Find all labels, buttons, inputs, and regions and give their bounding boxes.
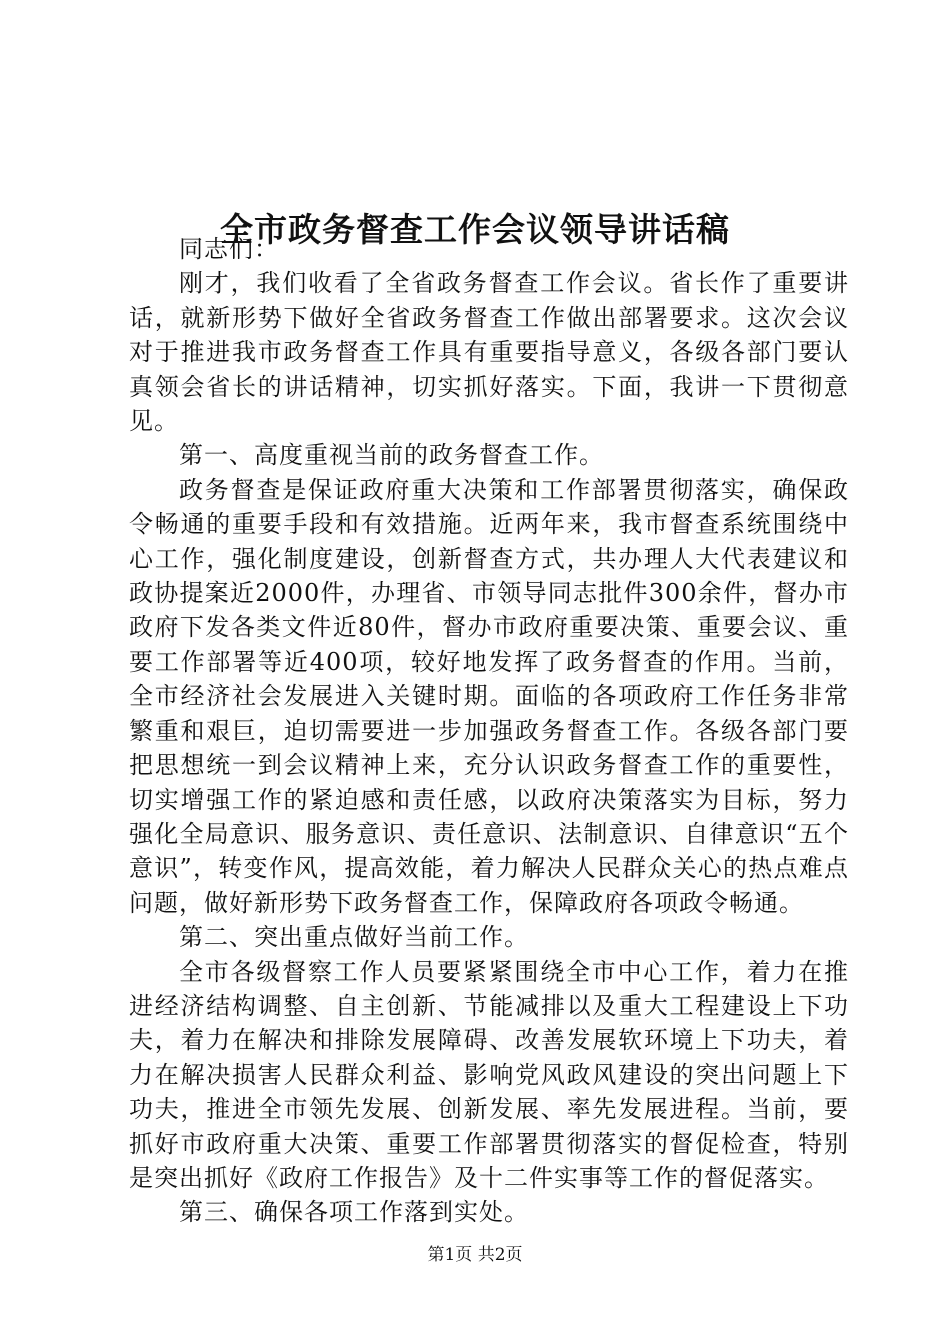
paragraph-intro: 刚才，我们收看了全省政务督查工作会议。省长作了重要讲话，就新形势下做好全省政务督查工作做出部署要求。这次会议对于推进我市政务督查工作具有重要指导意义，各级各部门要认真领会省长的讲话精神，切实抓好落实。下面，我讲一下贯彻意见。 <box>129 269 849 436</box>
paragraph-section-2: 全市各级督察工作人员要紧紧围绕全市中心工作，着力在推进经济结构调整、自主创新、节能减排以及重大工程建设上下功夫，着力在解决和排除发展障碍、改善发展软环境上下功夫，着力在解决损害人民群众利益、影响党风政风建设的突出问题上下功夫，推进全市领先发展、创新发展、率先发展进程。当前，要抓好市政府重大决策、重要工作部署贯彻落实的督促检查，特别是突出抓好《政府工作报告》及十二件实事等工作的督促落实。 <box>129 957 849 1192</box>
section-heading-1: 第一、高度重视当前的政务督查工作。 <box>179 441 604 470</box>
section-heading-2: 第二、突出重点做好当前工作。 <box>179 923 529 952</box>
paragraph-section-1: 政务督查是保证政府重大决策和工作部署贯彻落实，确保政令畅通的重要手段和有效措施。近两年来，我市督查系统围绕中心工作，强化制度建设，创新督查方式，共办理人大代表建议和政协提案近2000件，办理省、市领导同志批件300余件，督办市政府下发各类文件近80件，督办市政府重要决策、重要会议、重要工作部署等近400项，较好地发挥了政务督查的作用。当前，全市经济社会发展进入关键时期。面临的各项政府工作任务非常繁重和艰巨，迫切需要进一步加强政务督查工作。各级各部门要把思想统一到会议精神上来，充分认识政务督查工作的重要性，切实增强工作的紧迫感和责任感，以政府决策落实为目标，努力强化全局意识、服务意识、责任意识、法制意识、自律意识“五个意识”，转变作风，提高效能，着力解决人民群众关心的热点难点问题，做好新形势下政务督查工作，保障政府各项政令畅通。 <box>129 475 849 917</box>
salutation: 同志们： <box>179 235 279 263</box>
section-heading-3: 第三、确保各项工作落到实处。 <box>179 1198 529 1227</box>
page-title: 全市政务督查工作会议领导讲话稿 <box>220 210 730 250</box>
document-body <box>129 232 849 1230</box>
page-number: 第1页 共2页 <box>427 1245 523 1265</box>
